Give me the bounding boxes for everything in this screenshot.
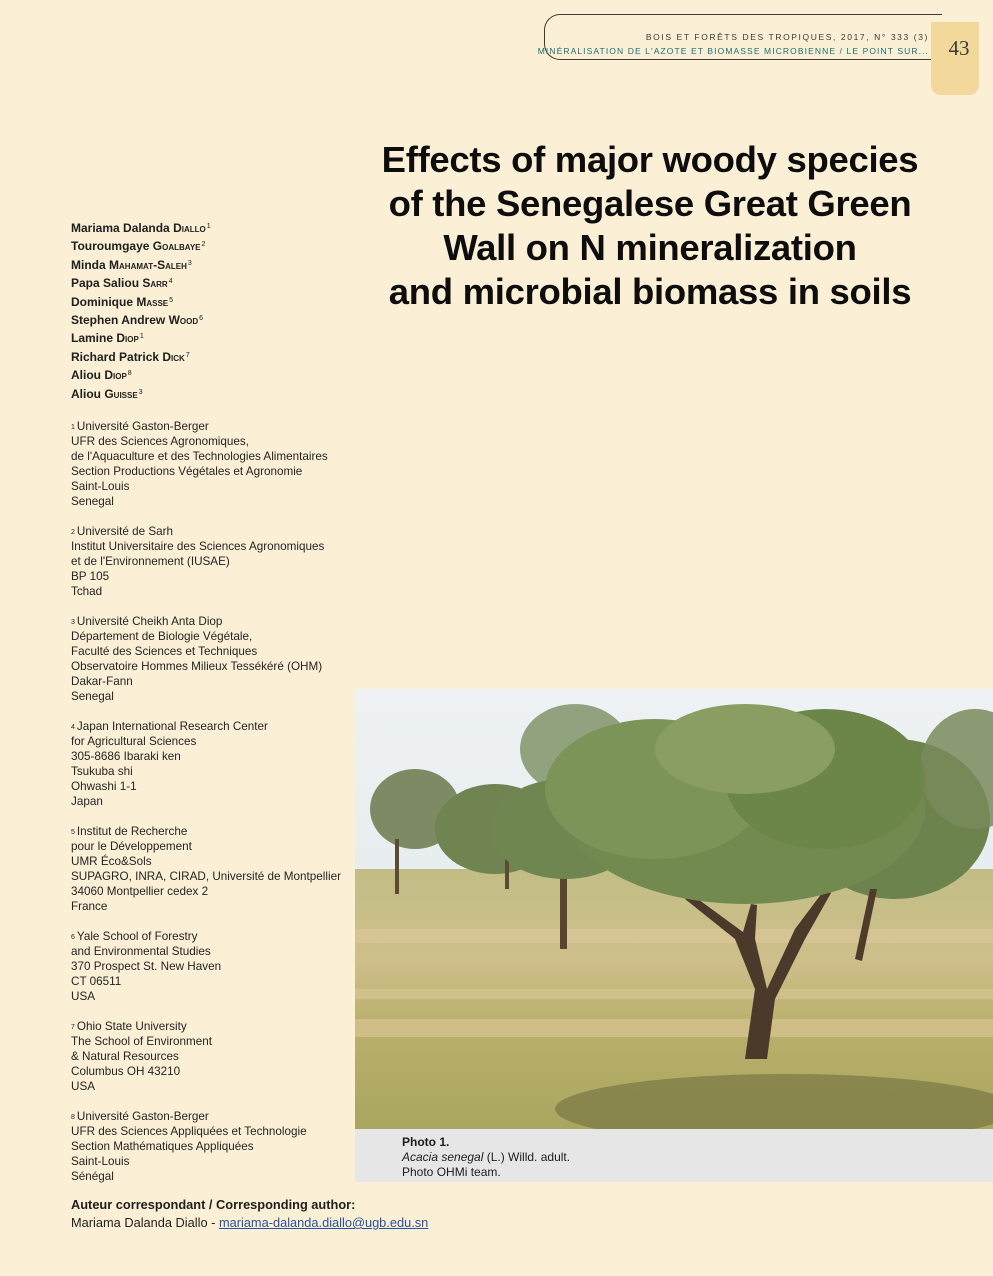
affiliation-number: 6 (71, 934, 75, 941)
affiliation-line (71, 1064, 353, 1079)
affiliation-line (71, 449, 353, 464)
affiliation-text: Université Gaston-Berger (76, 420, 209, 433)
affiliation-line (71, 1169, 353, 1184)
affiliation-line (71, 749, 353, 764)
affiliation-number: 2 (71, 529, 75, 536)
affiliation-line (71, 674, 353, 689)
affiliation-text: Université Cheikh Anta Diop (76, 615, 223, 628)
journal-reference: BOIS ET FORÊTS DES TROPIQUES, 2017, N° 333 (3) (645, 32, 929, 42)
author-list (71, 219, 211, 403)
photo-caption (355, 1129, 993, 1182)
affiliation-line (71, 539, 353, 554)
author-given-name: Touroumgaye (71, 239, 150, 254)
affiliation-line (71, 974, 353, 989)
author-entry (71, 348, 211, 366)
affiliation-text: Columbus OH 43210 (71, 1065, 181, 1078)
affiliation-line (71, 1019, 353, 1034)
affiliation-text: Section Mathématiques Appliquées (71, 1140, 254, 1153)
affiliation-line (71, 764, 353, 779)
corresponding-author-name: Mariama Dalanda Diallo - (71, 1215, 219, 1230)
author-affiliation-ref: 5 (169, 296, 174, 304)
author-given-name: Richard Patrick (71, 349, 160, 364)
author-entry (71, 293, 211, 311)
affiliation-text: UFR des Sciences Agronomiques, (71, 435, 249, 448)
author-affiliation-ref: 3 (187, 259, 192, 267)
affiliation-text: BP 105 (71, 570, 110, 583)
affiliation-number: 3 (71, 619, 75, 626)
affiliation-line (71, 794, 353, 809)
author-entry (71, 366, 211, 384)
affiliation-text: Ohio State University (76, 1020, 187, 1033)
author-affiliation-ref: 8 (127, 370, 132, 378)
affiliation-line (71, 659, 353, 674)
affiliation-block (71, 1019, 353, 1094)
affiliation-text: Yale School of Forestry (76, 930, 198, 943)
affiliation-text: Section Productions Végétales et Agronomie (71, 465, 303, 478)
author-affiliation-ref: 7 (185, 351, 190, 359)
affiliation-text: Japan International Research Center (76, 720, 268, 733)
author-affiliation-ref: 6 (199, 315, 204, 323)
affiliation-text: Saint-Louis (71, 1155, 130, 1168)
affiliation-text: France (71, 900, 108, 913)
affiliation-line (71, 614, 353, 629)
affiliation-line (71, 494, 353, 509)
affiliation-block (71, 614, 353, 704)
caption-species-line (402, 1150, 993, 1165)
author-entry (71, 219, 211, 237)
affiliation-text: USA (71, 990, 96, 1003)
author-given-name: Mariama Dalanda (71, 221, 170, 235)
title-line: Wall on N mineralization (443, 227, 857, 268)
affiliation-block (71, 929, 353, 1004)
photo-acacia-senegal (355, 689, 993, 1129)
affiliation-text: UMR Éco&Sols (71, 855, 152, 868)
title-line: of the Senegalese Great Green (388, 183, 912, 224)
author-surname: Guisse (104, 386, 138, 401)
author-entry (71, 237, 211, 255)
affiliation-text: Département de Biologie Végétale, (71, 630, 253, 643)
affiliation-text: & Natural Resources (71, 1050, 179, 1063)
affiliation-line (71, 944, 353, 959)
author-affiliation-ref: 1 (139, 333, 144, 341)
caption-label: Photo 1. (402, 1135, 450, 1149)
affiliation-number: 5 (71, 829, 75, 836)
affiliation-line (71, 899, 353, 914)
author-entry (71, 274, 211, 292)
author-surname: Sarr (142, 276, 168, 291)
author-surname: Dick (162, 349, 185, 364)
affiliation-text: et de l'Environnement (IUSAE) (71, 555, 230, 568)
author-entry (71, 256, 211, 274)
article-title (352, 138, 948, 314)
affiliation-text: SUPAGRO, INRA, CIRAD, Université de Montpellier (71, 870, 341, 883)
affiliation-line (71, 1154, 353, 1169)
affiliation-block (71, 419, 353, 509)
affiliation-line (71, 1079, 353, 1094)
corresponding-author-email-link[interactable]: mariama-dalanda.diallo@ugb.edu.sn (218, 1215, 429, 1230)
corresponding-author (71, 1196, 428, 1232)
affiliation-text: 34060 Montpellier cedex 2 (71, 885, 209, 898)
affiliation-number: 4 (71, 724, 75, 731)
caption-species: Acacia senegal (402, 1150, 484, 1165)
author-given-name: Papa Saliou (71, 276, 140, 291)
affiliation-line (71, 644, 353, 659)
affiliation-line (71, 1124, 353, 1139)
affiliation-text: USA (71, 1080, 96, 1093)
corresponding-author-line (71, 1214, 428, 1232)
corresponding-author-heading: Auteur correspondant / Corresponding author: (71, 1197, 356, 1212)
affiliation-line (71, 779, 353, 794)
affiliation-list (71, 419, 353, 1199)
author-given-name: Stephen Andrew (71, 313, 166, 328)
affiliation-block (71, 824, 353, 914)
affiliation-line (71, 989, 353, 1004)
author-given-name: Aliou (71, 386, 101, 401)
affiliation-line (71, 869, 353, 884)
affiliation-text: Saint-Louis (71, 480, 130, 493)
author-given-name: Lamine (71, 331, 114, 346)
affiliation-text: Faculté des Sciences et Techniques (71, 645, 258, 658)
affiliation-line (71, 734, 353, 749)
affiliation-text: Tsukuba shi (71, 765, 133, 778)
affiliation-line (71, 719, 353, 734)
author-entry (71, 311, 211, 329)
caption-credit: Photo OHMi team. (402, 1165, 501, 1180)
affiliation-line (71, 569, 353, 584)
author-surname: Diop (116, 331, 139, 346)
affiliation-line (71, 434, 353, 449)
affiliation-line (71, 689, 353, 704)
affiliation-line (71, 629, 353, 644)
affiliation-text: Tchad (71, 585, 103, 598)
affiliation-text: Université Gaston-Berger (76, 1110, 209, 1123)
author-surname: Diop (104, 368, 127, 383)
affiliation-line (71, 854, 353, 869)
affiliation-block (71, 524, 353, 599)
author-affiliation-ref: 1 (206, 223, 211, 230)
affiliation-text: Sénégal (71, 1170, 114, 1183)
author-affiliation-ref: 3 (138, 388, 143, 396)
author-affiliation-ref: 4 (168, 278, 173, 286)
affiliation-text: 305-8686 Ibaraki ken (71, 750, 181, 763)
affiliation-line (71, 1034, 353, 1049)
caption-species-authority: (L.) Willd. adult. (483, 1150, 571, 1165)
affiliation-line (71, 1139, 353, 1154)
affiliation-line (71, 524, 353, 539)
affiliation-number: 1 (71, 424, 75, 431)
affiliation-text: Senegal (71, 690, 114, 703)
affiliation-text: and Environmental Studies (71, 945, 211, 958)
affiliation-number: 7 (71, 1024, 75, 1031)
affiliation-line (71, 824, 353, 839)
affiliation-line (71, 479, 353, 494)
author-surname: Diallo (173, 221, 206, 235)
photo-illustration (355, 689, 993, 1129)
affiliation-text: Institut de Recherche (76, 825, 188, 838)
author-surname: Goalbaye (152, 239, 201, 254)
affiliation-text: Institut Universitaire des Sciences Agronomiques (71, 540, 325, 553)
author-given-name: Aliou (71, 368, 101, 383)
affiliation-text: for Agricultural Sciences (71, 735, 197, 748)
author-surname: Masse (136, 294, 169, 309)
affiliation-text: CT 06511 (71, 975, 122, 988)
author-surname: Mahamat-Saleh (109, 257, 187, 272)
affiliation-text: Ohwashi 1-1 (71, 780, 137, 793)
affiliation-block (71, 1109, 353, 1184)
affiliation-line (71, 554, 353, 569)
affiliation-text: Senegal (71, 495, 114, 508)
author-given-name: Minda (71, 257, 106, 272)
affiliation-block (71, 719, 353, 809)
author-given-name: Dominique (71, 294, 133, 309)
title-line: and microbial biomass in soils (388, 271, 912, 312)
affiliation-text: 370 Prospect St. New Haven (71, 960, 222, 973)
affiliation-line (71, 584, 353, 599)
affiliation-text: Observatoire Hommes Milieux Tessékéré (OHM) (71, 660, 323, 673)
section-running-head: MINÉRALISATION DE L'AZOTE ET BIOMASSE MICROBIENNE / LE POINT SUR... (537, 46, 929, 56)
affiliation-line (71, 839, 353, 854)
author-surname: Wood (168, 313, 199, 328)
affiliation-text: Dakar-Fann (71, 675, 133, 688)
affiliation-line (71, 1109, 353, 1124)
affiliation-line (71, 959, 353, 974)
author-affiliation-ref: 2 (201, 241, 206, 249)
affiliation-number: 8 (71, 1114, 75, 1121)
affiliation-text: de l'Aquaculture et des Technologies Alimentaires (71, 450, 328, 463)
title-line: Effects of major woody species (381, 139, 919, 180)
author-entry (71, 385, 211, 403)
affiliation-text: pour le Développement (71, 840, 192, 853)
affiliation-text: UFR des Sciences Appliquées et Technologie (71, 1125, 307, 1138)
author-entry (71, 329, 211, 347)
affiliation-line (71, 929, 353, 944)
affiliation-line (71, 419, 353, 434)
affiliation-text: Japan (71, 795, 103, 808)
affiliation-text: Université de Sarh (76, 525, 174, 538)
affiliation-line (71, 1049, 353, 1064)
page-number: 43 (948, 36, 970, 60)
affiliation-line (71, 884, 353, 899)
affiliation-line (71, 464, 353, 479)
affiliation-text: The School of Environment (71, 1035, 212, 1048)
